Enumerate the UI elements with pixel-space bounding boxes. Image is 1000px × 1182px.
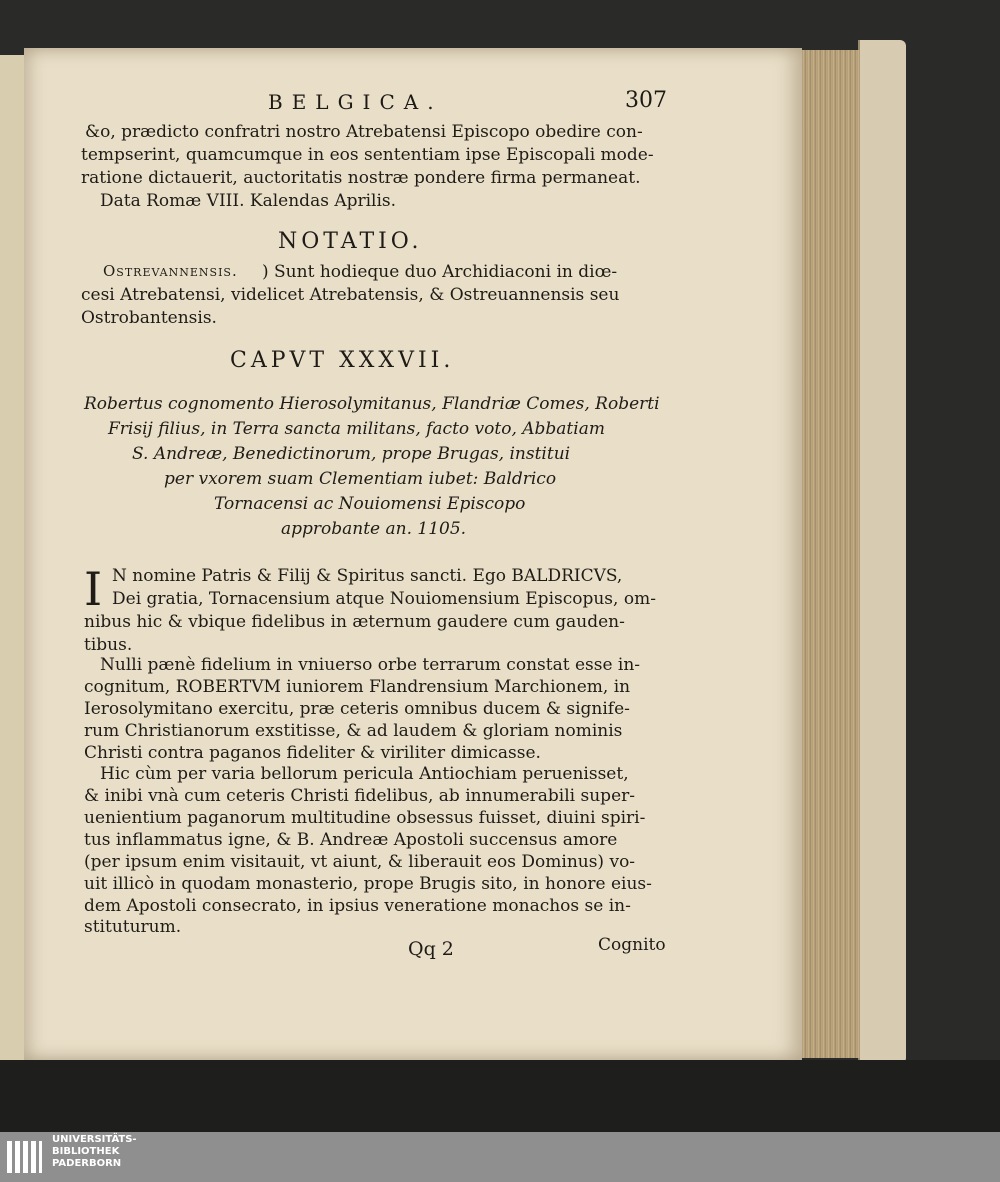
summary-line: S. Andreæ, Benedictinorum, prope Brugas, institui — [132, 444, 571, 464]
text-line: tus inflammatus igne, & B. Andreæ Apostoli succensus amore — [84, 830, 618, 850]
summary-line: Tornacensi ac Nouiomensi Episcopo — [214, 494, 526, 514]
text-line: Ierosolymitano exercitu, præ ceteris omnibus ducem & signife- — [84, 699, 630, 719]
text-line: Dei gratia, Tornacensium atque Nouiomensium Episcopus, om- — [112, 589, 656, 609]
scan-bottom-strip — [0, 1060, 1000, 1132]
text-line: uit illicò in quodam monasterio, prope Brugis sito, in honore eius- — [84, 874, 652, 894]
book-cover — [858, 40, 906, 1064]
text-line: tibus. — [84, 635, 133, 655]
page-stack-edges — [792, 50, 860, 1058]
library-name-line: PADERBORN — [52, 1158, 122, 1169]
drop-cap: I — [84, 562, 103, 616]
text-line: ratione dictauerit, auctoritatis nostræ pondere firma permaneat. — [81, 168, 641, 188]
text-line: Hic cùm per varia bellorum pericula Antiochiam peruenisset, — [100, 764, 629, 784]
text-line: & inibi vnà cum ceteris Christi fidelibus, ab innumerabili super- — [84, 786, 635, 806]
library-logo-icon — [6, 1139, 44, 1175]
text-line: Nulli pænè fidelium in vniuerso orbe terrarum constat esse in- — [100, 655, 641, 675]
text-line: uenientium paganorum multitudine obsessus fuisset, diuini spiri- — [84, 808, 646, 828]
text-line: tempserint, quamcumque in eos sententiam ipse Episcopali mode- — [81, 145, 654, 165]
running-head: BELGICA. — [268, 90, 443, 114]
signature-mark: Qq 2 — [408, 938, 454, 960]
text-line: nibus hic & vbique fidelibus in æternum gaudere cum gauden- — [84, 612, 625, 632]
text-line: dem Apostoli consecrato, in ipsius veneratione monachos se in- — [84, 896, 631, 916]
catchword: Cognito — [598, 935, 666, 955]
summary-line: Robertus cognomento Hierosolymitanus, Flandriæ Comes, Roberti — [84, 394, 660, 414]
notatio-term: Ostrevannensis. — [103, 262, 238, 280]
library-name-line: BIBLIOTHEK — [52, 1146, 120, 1157]
text-line: rum Christianorum exstitisse, & ad laudem & gloriam nominis — [84, 721, 623, 741]
notatio-heading: NOTATIO. — [278, 229, 423, 254]
text-line: N nomine Patris & Filij & Spiritus sancti. Ego BALDRICVS, — [112, 566, 623, 586]
text-line: cesi Atrebatensi, videlicet Atrebatensis, & Ostreuannensis seu — [81, 285, 620, 305]
page-number: 307 — [625, 88, 667, 113]
text-line: stituturum. — [84, 917, 182, 937]
text-line: Data Romæ VIII. Kalendas Aprilis. — [100, 191, 397, 211]
text-line: (per ipsum enim visitauit, vt aiunt, & liberauit eos Dominus) vo- — [84, 852, 636, 872]
text-line: &o, prædicto confratri nostro Atrebatensi Episcopo obedire con- — [85, 122, 643, 142]
summary-line: approbante an. 1105. — [281, 519, 467, 539]
chapter-heading: CAPVT XXXVII. — [230, 348, 455, 373]
text-line: Ostrobantensis. — [81, 308, 217, 328]
footer-bar — [0, 1132, 1000, 1182]
text-line: cognitum, ROBERTVM iuniorem Flandrensium Marchionem, in — [84, 677, 631, 697]
text-line: ) Sunt hodieque duo Archidiaconi in diœ- — [262, 262, 618, 282]
summary-line: Frisij filius, in Terra sancta militans, facto voto, Abbatiam — [108, 419, 605, 439]
text-line: Christi contra paganos fideliter & viriliter dimicasse. — [84, 743, 541, 763]
library-name-line: UNIVERSITÄTS- — [52, 1134, 137, 1145]
summary-line: per vxorem suam Clementiam iubet: Baldrico — [164, 469, 557, 489]
library-name — [52, 1134, 137, 1170]
